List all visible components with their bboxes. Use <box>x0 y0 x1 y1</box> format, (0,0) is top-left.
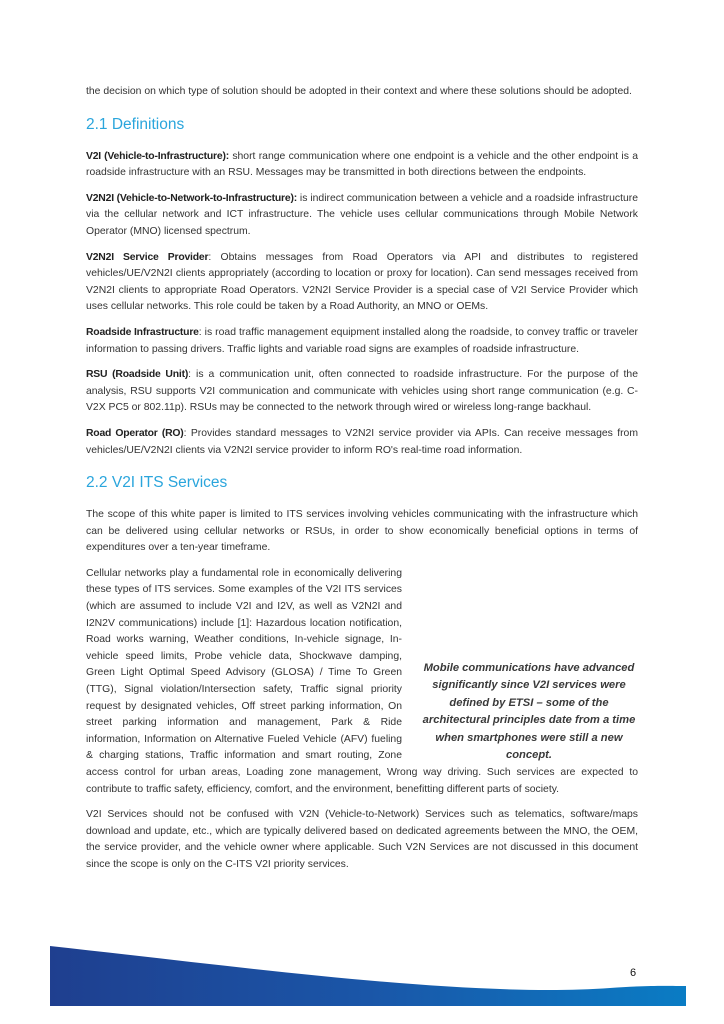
services-examples-paragraph <box>86 566 638 798</box>
definition-text: : is road traffic management equipment installed along the roadside, to convey traffic or traveler information to passing drivers. Traffic lights and variable road signs are examples of roadside infrastructure. <box>86 326 639 355</box>
definition-v2n2i-service-provider <box>86 250 638 316</box>
footer-wave-band <box>50 940 690 1010</box>
definition-text: : is a communication unit, often connected to roadside infrastructure. For the purpose of the analysis, RSU supports V2I communication and communicate with vehicles using short range communication (e.g. C-V2X PC5 or 802.11p). RSUs may be connected to the network through wired or wireless long-range backhaul. <box>86 369 638 414</box>
definition-road-operator <box>86 426 638 459</box>
definition-text: short range communication where one endpoint is a vehicle and the other endpoint is a roadside infrastructure with an RSU. Messages may be transmitted in both directions between the endpoints. <box>86 150 639 179</box>
services-examples-block <box>86 566 638 798</box>
definition-term: V2N2I Service Provider <box>86 251 209 263</box>
pull-quote-callout: Mobile communications have advanced significantly since V2I services were defined by ETSI – some of the architectural principles date from a time when smartphones were still a new concept. <box>422 661 636 761</box>
heading-definitions: 2.1 Definitions <box>86 115 185 133</box>
definition-text: : Provides standard messages to V2N2I service provider via APIs. Can receive messages from vehicles/UE/V2N2I clients via V2N2I service provider to inform RO's real-time road information. <box>86 427 638 456</box>
definition-text: is indirect communication between a vehicle and a roadside infrastructure via the cellular network and ICT infrastructure. The vehicle uses cellular communications through Mobile Network Operator (MNO) licensed spectrum. <box>86 192 639 237</box>
definition-roadside-infrastructure <box>86 325 638 358</box>
services-scope-paragraph: The scope of this white paper is limited to ITS services involving vehicles communicating with the infrastructure which can be delivered using cellular networks or RSUs, in order to show economically beneficial options in terms of expenditures over a ten-year timeframe. <box>86 509 638 554</box>
intro-continuation: the decision on which type of solution should be adopted in their context and where these solutions should be adopted. <box>86 86 632 97</box>
page-number: 6 <box>630 967 637 979</box>
definition-term: V2N2I (Vehicle-to-Network-to-Infrastructure): <box>86 192 297 204</box>
definition-term: RSU (Roadside Unit) <box>86 369 189 381</box>
page-content <box>86 84 638 874</box>
v2n-distinction-paragraph: V2I Services should not be confused with V2N (Vehicle-to-Network) Services such as telematics, software/maps download and update, etc., which are typically delivered based on dedicated agreements between the MNO, the OEM, the service provider, and the vehicle owner where applicable. Such V2N Services are not discussed in this document since the scope is only on the C-ITS V2I priority services. <box>86 809 638 870</box>
definition-v2n2i <box>86 191 638 241</box>
definition-rsu <box>86 367 638 417</box>
heading-v2i-its-services: 2.2 V2I ITS Services <box>86 474 228 492</box>
definition-v2i <box>86 149 638 182</box>
definition-term: Road Operator (RO) <box>86 427 184 439</box>
definition-term: V2I (Vehicle-to-Infrastructure): <box>86 150 229 162</box>
services-examples-text: Cellular networks play a fundamental role in economically delivering these types of ITS services. Some examples of the V2I ITS services (which are assumed to include V2I and I2V, as well as V2N2I and I2N2V communications) include [1]: Hazardous location notification, Road works warning, Weather conditions, In-vehicle signage, In-vehicle speed limits, Probe vehicle data, Shockwave damping, Green Light Optimal Speed Advisory (GLOSA) / Time To Green (TTG), Signal violation/Intersection safety, Traffic signal priority request by designated vehicles, Off street parking information, On street parking information and management, Park & Ride information, Information on Alternative Fueled Vehicle (AFV) fueling & charging stations, Traffic information and smart routing, Zone access control for urban areas, Loading zone management, Wrong way driving. Such services are expected to contribute to traffic safety, efficiency, comfort, and the environment, benefitting different parts of society. <box>86 567 638 795</box>
definition-term: Roadside Infrastructure <box>86 326 199 338</box>
definition-text: : Obtains messages from Road Operators via API and distributes to registered vehicles/UE/V2N2I clients appropriately (according to location or proxy for location). Can send messages received from V2N2I clients to appropriate Road Operators. V2N2I Service Provider is a special case of V2I Service Provider which uses cellular networks. This role could be taken by a Road Authority, an MNO or OEMs. <box>86 251 638 313</box>
